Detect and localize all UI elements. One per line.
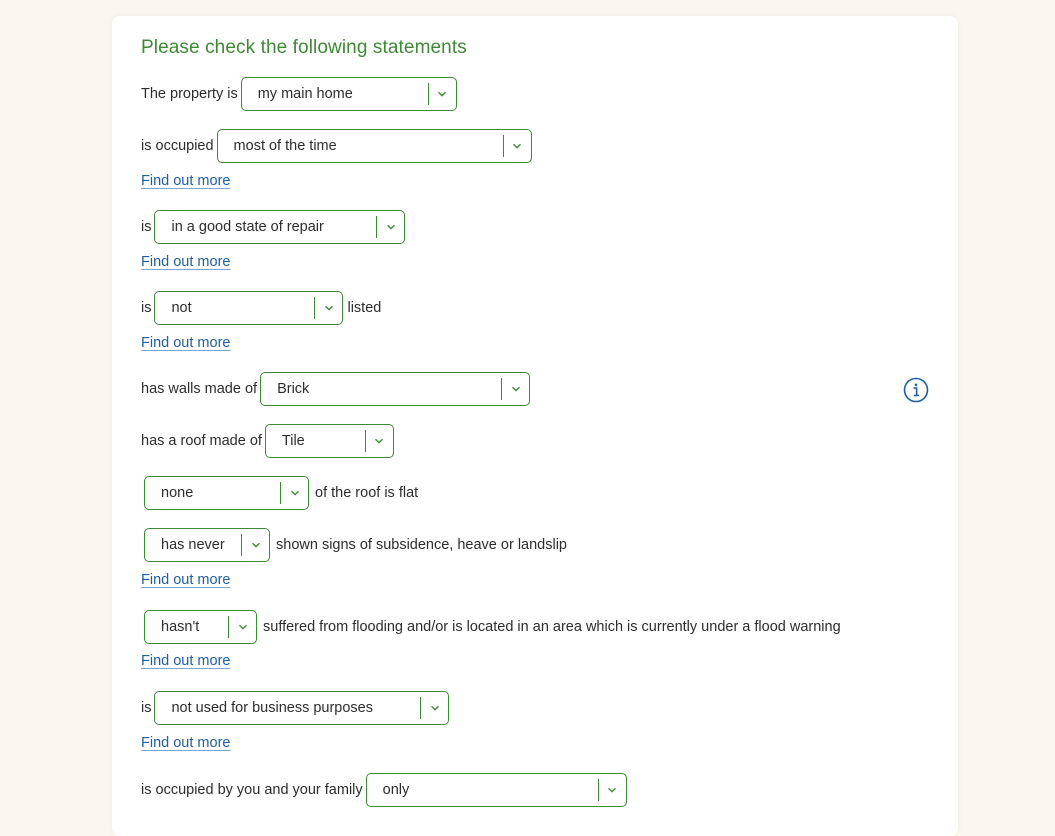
statement-business	[141, 691, 449, 725]
statement-family	[141, 773, 627, 807]
statement-property-type	[141, 77, 457, 111]
statement-flat-roof	[144, 476, 418, 510]
repair-select[interactable]	[154, 210, 405, 244]
occupancy-select[interactable]	[217, 129, 532, 163]
statement-repair	[141, 210, 405, 244]
flooding-suffix: suffered from flooding and/or is located in an area which is currently under a flood warning	[263, 619, 841, 635]
walls-label: has walls made of	[141, 381, 258, 397]
statement-roof	[141, 424, 394, 458]
chevron-down-icon	[377, 224, 404, 230]
listed-select[interactable]	[154, 291, 343, 325]
family-label: is occupied by you and your family	[141, 782, 363, 798]
statement-occupancy	[141, 129, 532, 163]
listed-value: not	[171, 300, 192, 316]
find-out-more-link-repair[interactable]: Find out more	[141, 254, 231, 270]
property-type-value: my main home	[257, 86, 353, 102]
page-title: Please check the following statements	[141, 37, 467, 58]
roof-value: Tile	[281, 433, 305, 449]
occupancy-value: most of the time	[233, 138, 337, 154]
flooding-select[interactable]	[144, 610, 257, 644]
flat-roof-value: none	[161, 485, 194, 501]
chevron-down-icon	[281, 490, 308, 496]
chevron-down-icon	[242, 542, 269, 548]
repair-value: in a good state of repair	[171, 219, 324, 235]
find-out-more-link-listed[interactable]: Find out more	[141, 335, 231, 351]
flat-roof-select[interactable]	[144, 476, 309, 510]
chevron-down-icon	[599, 787, 626, 793]
find-out-more-link-flooding[interactable]: Find out more	[141, 653, 231, 669]
chevron-down-icon	[421, 705, 448, 711]
business-label: is	[141, 700, 152, 716]
subsidence-suffix: shown signs of subsidence, heave or landslip	[276, 537, 567, 553]
walls-select[interactable]	[260, 372, 530, 406]
repair-label: is	[141, 219, 152, 235]
listed-suffix: listed	[347, 300, 382, 316]
chevron-down-icon	[366, 438, 393, 444]
find-out-more-link-occupancy[interactable]: Find out more	[141, 173, 231, 189]
occupancy-label: is occupied	[141, 138, 214, 154]
roof-select[interactable]	[265, 424, 394, 458]
statement-listed	[141, 291, 381, 325]
chevron-down-icon	[502, 386, 529, 392]
info-circle-icon[interactable]	[903, 377, 929, 403]
flooding-value: hasn't	[161, 619, 200, 635]
chevron-down-icon	[504, 143, 531, 149]
walls-value: Brick	[277, 381, 310, 397]
property-type-label: The property is	[141, 86, 238, 102]
statement-flooding	[144, 610, 841, 644]
business-select[interactable]	[154, 691, 449, 725]
find-out-more-link-business[interactable]: Find out more	[141, 735, 231, 751]
statement-subsidence	[144, 528, 567, 562]
family-value: only	[382, 782, 410, 798]
chevron-down-icon	[229, 624, 256, 630]
chevron-down-icon	[429, 91, 456, 97]
find-out-more-link-subsidence[interactable]: Find out more	[141, 572, 231, 588]
property-type-select[interactable]	[241, 77, 457, 111]
statement-walls	[141, 372, 530, 406]
roof-label: has a roof made of	[141, 433, 262, 449]
subsidence-value: has never	[161, 537, 225, 553]
family-select[interactable]	[366, 773, 627, 807]
business-value: not used for business purposes	[171, 700, 373, 716]
listed-label: is	[141, 300, 152, 316]
chevron-down-icon	[315, 305, 342, 311]
flat-roof-suffix: of the roof is flat	[315, 485, 419, 501]
subsidence-select[interactable]	[144, 528, 270, 562]
